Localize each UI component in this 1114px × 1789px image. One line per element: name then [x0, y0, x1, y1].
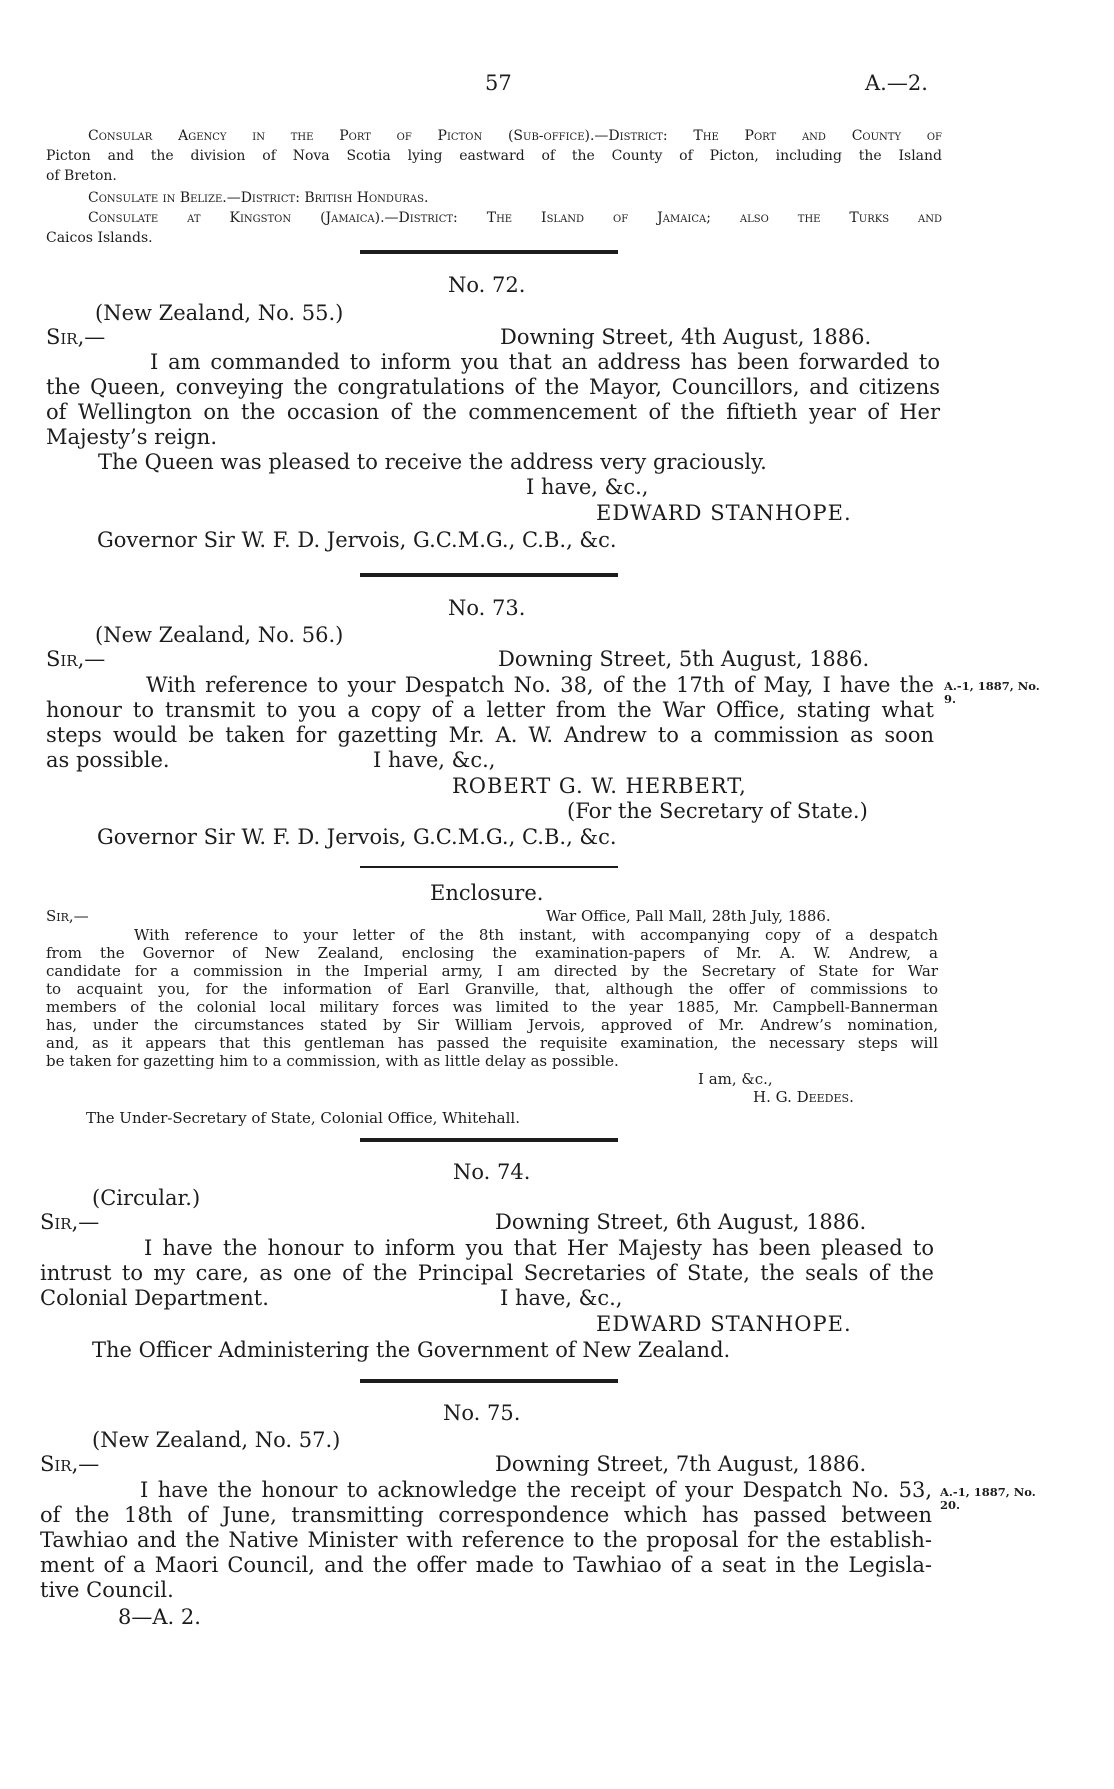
- enclosure-body-line7: and, as it appears that this gentleman has passed the requisite examination, the necessary steps will: [46, 1034, 938, 1052]
- margin-reference-73-number: 9.: [944, 692, 957, 706]
- enclosure-body-line1: With reference to your letter of the 8th instant, with accompanying copy of a despatch: [134, 926, 938, 944]
- despatch-73-addressee: Governor Sir W. F. D. Jervois, G.C.M.G., C.B., &c.: [97, 825, 617, 849]
- enclosure-closing: I am, &c.,: [698, 1070, 773, 1088]
- consular-belize: Consulate in Belize.—District: British Honduras.: [88, 190, 429, 206]
- despatch-73-closing: I have, &c.,: [373, 748, 496, 772]
- enclosure-place-date: War Office, Pall Mall, 28th July, 1886.: [546, 907, 831, 925]
- margin-reference-75: A.-1, 1887, No.: [940, 1485, 1036, 1499]
- despatch-72-body-line5: The Queen was pleased to receive the address very graciously.: [98, 450, 767, 474]
- despatch-73-body-line4: as possible.: [46, 748, 170, 772]
- despatch-73-body-line2: honour to transmit to you a copy of a letter from the War Office, stating what: [46, 698, 934, 722]
- consular-picton-line1: Consular Agency in the Port of Picton (Sub-office).—District: The Port and County of: [88, 128, 942, 144]
- section-divider: [360, 573, 618, 577]
- enclosure-body-line2: from the Governor of New Zealand, enclosing the examination-papers of Mr. A. W. Andrew, a: [46, 944, 938, 962]
- consular-picton-line2: Picton and the division of Nova Scotia lying eastward of the County of Picton, including the Island: [46, 148, 942, 164]
- section-divider: [360, 1379, 618, 1383]
- despatch-74-salutation: Sir,—: [40, 1210, 100, 1234]
- despatch-73-reference: (New Zealand, No. 56.): [95, 623, 344, 647]
- despatch-73-place-date: Downing Street, 5th August, 1886.: [498, 647, 870, 671]
- consular-kingston-line1: Consulate at Kingston (Jamaica).—District: The Island of Jamaica; also the Turks and: [88, 210, 942, 226]
- enclosure-signature: H. G. Deedes.: [753, 1088, 854, 1106]
- despatch-72-signature: EDWARD STANHOPE.: [596, 501, 852, 525]
- despatch-72-salutation: Sir,—: [46, 325, 106, 349]
- despatch-72-closing: I have, &c.,: [526, 475, 649, 499]
- despatch-72-body-line4: Majesty’s reign.: [46, 425, 217, 449]
- despatch-74-number: No. 74.: [453, 1160, 531, 1184]
- enclosure-title: Enclosure.: [430, 881, 544, 905]
- consular-picton-line3: of Breton.: [46, 168, 117, 184]
- despatch-74-body-line2: intrust to my care, as one of the Principal Secretaries of State, the seals of the: [40, 1261, 934, 1285]
- consular-kingston-line2: Caicos Islands.: [46, 230, 153, 246]
- despatch-75-body-line5: tive Council.: [40, 1578, 174, 1602]
- despatch-73-body-line1: With reference to your Despatch No. 38, of the 17th of May, I have the: [146, 673, 934, 697]
- despatch-75-reference: (New Zealand, No. 57.): [92, 1428, 341, 1452]
- despatch-74-signature: EDWARD STANHOPE.: [596, 1312, 852, 1336]
- despatch-75-body-line3: Tawhiao and the Native Minister with reference to the proposal for the establish-: [40, 1528, 932, 1552]
- despatch-72-number: No. 72.: [448, 273, 526, 297]
- series-code: A.—2.: [865, 71, 928, 95]
- margin-reference-73: A.-1, 1887, No.: [944, 679, 1040, 693]
- despatch-75-body-line2: of the 18th of June, transmitting correspondence which has passed between: [40, 1503, 932, 1527]
- despatch-72-body-line1: I am commanded to inform you that an address has been forwarded to: [150, 350, 940, 374]
- enclosure-body-line4: to acquaint you, for the information of Earl Granville, that, although the offer of commissions to: [46, 980, 938, 998]
- enclosure-addressee: The Under-Secretary of State, Colonial Office, Whitehall.: [86, 1109, 520, 1127]
- section-divider: [360, 250, 618, 254]
- despatch-72-reference: (New Zealand, No. 55.): [95, 301, 344, 325]
- despatch-75-number: No. 75.: [443, 1401, 521, 1425]
- despatch-75-body-line1: I have the honour to acknowledge the receipt of your Despatch No. 53,: [140, 1478, 932, 1502]
- despatch-75-body-line4: ment of a Maori Council, and the offer made to Tawhiao of a seat in the Legisla-: [40, 1553, 932, 1577]
- section-divider: [360, 1138, 618, 1142]
- despatch-72-body-line2: the Queen, conveying the congratulations of the Mayor, Councillors, and citizens: [46, 375, 940, 399]
- section-divider-thin: [360, 866, 618, 868]
- despatch-74-addressee: The Officer Administering the Government of New Zealand.: [92, 1338, 731, 1362]
- despatch-74-closing: I have, &c.,: [500, 1286, 623, 1310]
- despatch-73-signature-note: (For the Secretary of State.): [567, 799, 868, 823]
- despatch-74-place-date: Downing Street, 6th August, 1886.: [495, 1210, 867, 1234]
- despatch-73-salutation: Sir,—: [46, 647, 106, 671]
- despatch-72-place-date: Downing Street, 4th August, 1886.: [500, 325, 872, 349]
- enclosure-body-line6: has, under the circumstances stated by Sir William Jervois, approved of Mr. Andrew’s nomination,: [46, 1016, 938, 1034]
- enclosure-body-line3: candidate for a commission in the Imperial army, I am directed by the Secretary of State for War: [46, 962, 938, 980]
- despatch-75-salutation: Sir,—: [40, 1452, 100, 1476]
- despatch-73-number: No. 73.: [448, 596, 526, 620]
- margin-reference-75-number: 20.: [940, 1498, 961, 1512]
- despatch-74-reference: (Circular.): [92, 1186, 201, 1210]
- despatch-75-place-date: Downing Street, 7th August, 1886.: [495, 1452, 867, 1476]
- despatch-74-body-line3: Colonial Department.: [40, 1286, 269, 1310]
- enclosure-body-line5: members of the colonial local military forces was limited to the year 1885, Mr. Campbell-Bannerman: [46, 998, 938, 1016]
- enclosure-salutation: Sir,—: [46, 907, 89, 925]
- page-number: 57: [485, 71, 512, 95]
- despatch-72-body-line3: of Wellington on the occasion of the commencement of the fiftieth year of Her: [46, 400, 940, 424]
- signature-mark: 8—A. 2.: [118, 1605, 201, 1629]
- despatch-72-addressee: Governor Sir W. F. D. Jervois, G.C.M.G., C.B., &c.: [97, 528, 617, 552]
- despatch-74-body-line1: I have the honour to inform you that Her Majesty has been pleased to: [144, 1236, 934, 1260]
- despatch-73-body-line3: steps would be taken for gazetting Mr. A. W. Andrew to a commission as soon: [46, 723, 934, 747]
- enclosure-body-line8: be taken for gazetting him to a commission, with as little delay as possible.: [46, 1052, 619, 1070]
- despatch-73-signature: ROBERT G. W. HERBERT,: [452, 774, 747, 798]
